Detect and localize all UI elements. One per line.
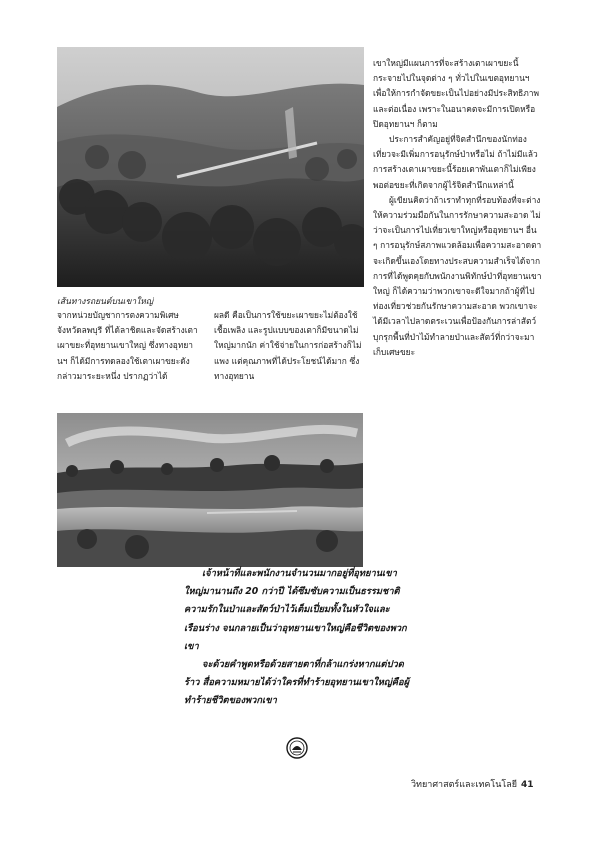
paragraph: เขาใหญ่มีแผนการที่จะสร้างเตาเผาขยะนี้กระจายไปในจุดต่าง ๆ ทั่วไปในเขตอุทยานฯ เพื่อให้การกำจัดขยะเป็นไปอย่างมีประสิทธิภาพและต่อเนื่อง เพราะในอนาคตจะมีการเปิดหรือปิดอุทยานฯ ก็ตาม — [373, 58, 540, 129]
article-column-right — [373, 56, 543, 360]
quote-paragraph: จะด้วยคำพูดหรือด้วยสายตาที่กล้าแกร่งหากแต่ปวดร้าว สื่อความหมายได้ว่าใครที่ทำร้ายอุทยานเขาใหญ่คือผู้ทำร้ายชีวิตของพวกเขา — [184, 659, 410, 707]
page-number: 41 — [521, 780, 534, 790]
article-column-middle — [214, 308, 364, 384]
paragraph: ผลดี คือเป็นการใช้ขยะเผาขยะไม่ต้องใช้เชื้อเพลิง และรูปแบบของเตาก็มีขนาดไม่ใหญ่มากนัก ค่าใช้จ่ายในการก่อสร้างก็ไม่แพง แต่คุณภาพที่ได้ประโยชน์ได้มาก ซึ่งทางอุทยาน — [214, 310, 362, 381]
page-footer — [411, 777, 534, 791]
photo-reservoir — [57, 413, 363, 567]
pull-quote — [184, 565, 409, 711]
article-column-left — [57, 308, 200, 384]
photo-forest-road — [57, 47, 364, 287]
publication-emblem-icon — [286, 737, 308, 759]
publication-name: วิทยาศาสตร์และเทคโนโลยี — [411, 780, 518, 790]
reservoir-image — [57, 413, 363, 567]
photo-caption: เส้นทางรถยนต์บนเขาใหญ่ — [57, 297, 154, 307]
paragraph: จากหน่วยบัญชาการตงความพิเศษจังหวัดลพบุรี ที่ได้ลาชิดและจัดสร้างเตาเผาขยะที่อุทยานเขาใหญ่ ซึ่งทางอุทยานฯ ก็ได้มีการทดลองใช้เตาเผาขยะดังกล่าวมาระยะหนึ่ง ปรากฏว่าได้ — [57, 310, 198, 381]
paragraph: ผู้เขียนคิดว่าถ้าเราทำทุกที่รอบท้องที่จะต่างให้ความร่วมมือกันในการรักษาความสะอาด ไม่ว่าจะเป็นการไปเที่ยวเขาใหญ่หรืออุทยานฯ อื่น ๆ การอนุรักษ์สภาพแวดล้อมเพื่อความสะอาดตาจะเกิดขึ้นเองโดยทางประสบความสำเร็จได้จากการที่ได้พูดคุยกับพนักงานพิทักษ์ป่าที่อุทยานเขาใหญ่ ก็ได้ความว่าพวกเขาจะดีใจมากถ้าผู้ที่ไปท่องเที่ยวช่วยกันรักษาความสะอาด พวกเขาจะได้มีเวลาไปลาดตระเวนเพื่อป้องกันการล่าสัตว์ บุกรุกพื้นที่ป่าไม้ทำลายป่าและสัตว์ที่กว่าจะมาเก็บเศษขยะ — [373, 194, 542, 357]
paragraph: ประการสำคัญอยู่ที่จิตสำนึกของนักท่องเที่ยวจะมีเพิ่มการอนุรักษ์ป่าหรือไม่ ถ้าไม่มีแล้ว การสร้างเตาเผาขยะนี้ร้อยเตาพันเตาก็ไม่เพียงพอต่อขยะที่เกิดจากผู้ไร้จิตสำนึกแหล่านี้ — [373, 134, 538, 190]
quote-paragraph: เจ้าหน้าที่และพนักงานจำนวนมากอยู่ที่อุทยานเขาใหญ่มานานถึง 20 กว่าปี ได้ซึมซับความเป็นธรรมชาติ ความรักในป่าและสัตว์ป่าไว้เต็มเปี่ยมทั้งในหัวใจและเรือนร่าง จนกลายเป็นว่าอุทยานเขาใหญ่คือชีวิตของพวกเขา — [184, 568, 407, 652]
forest-road-image — [57, 47, 364, 287]
